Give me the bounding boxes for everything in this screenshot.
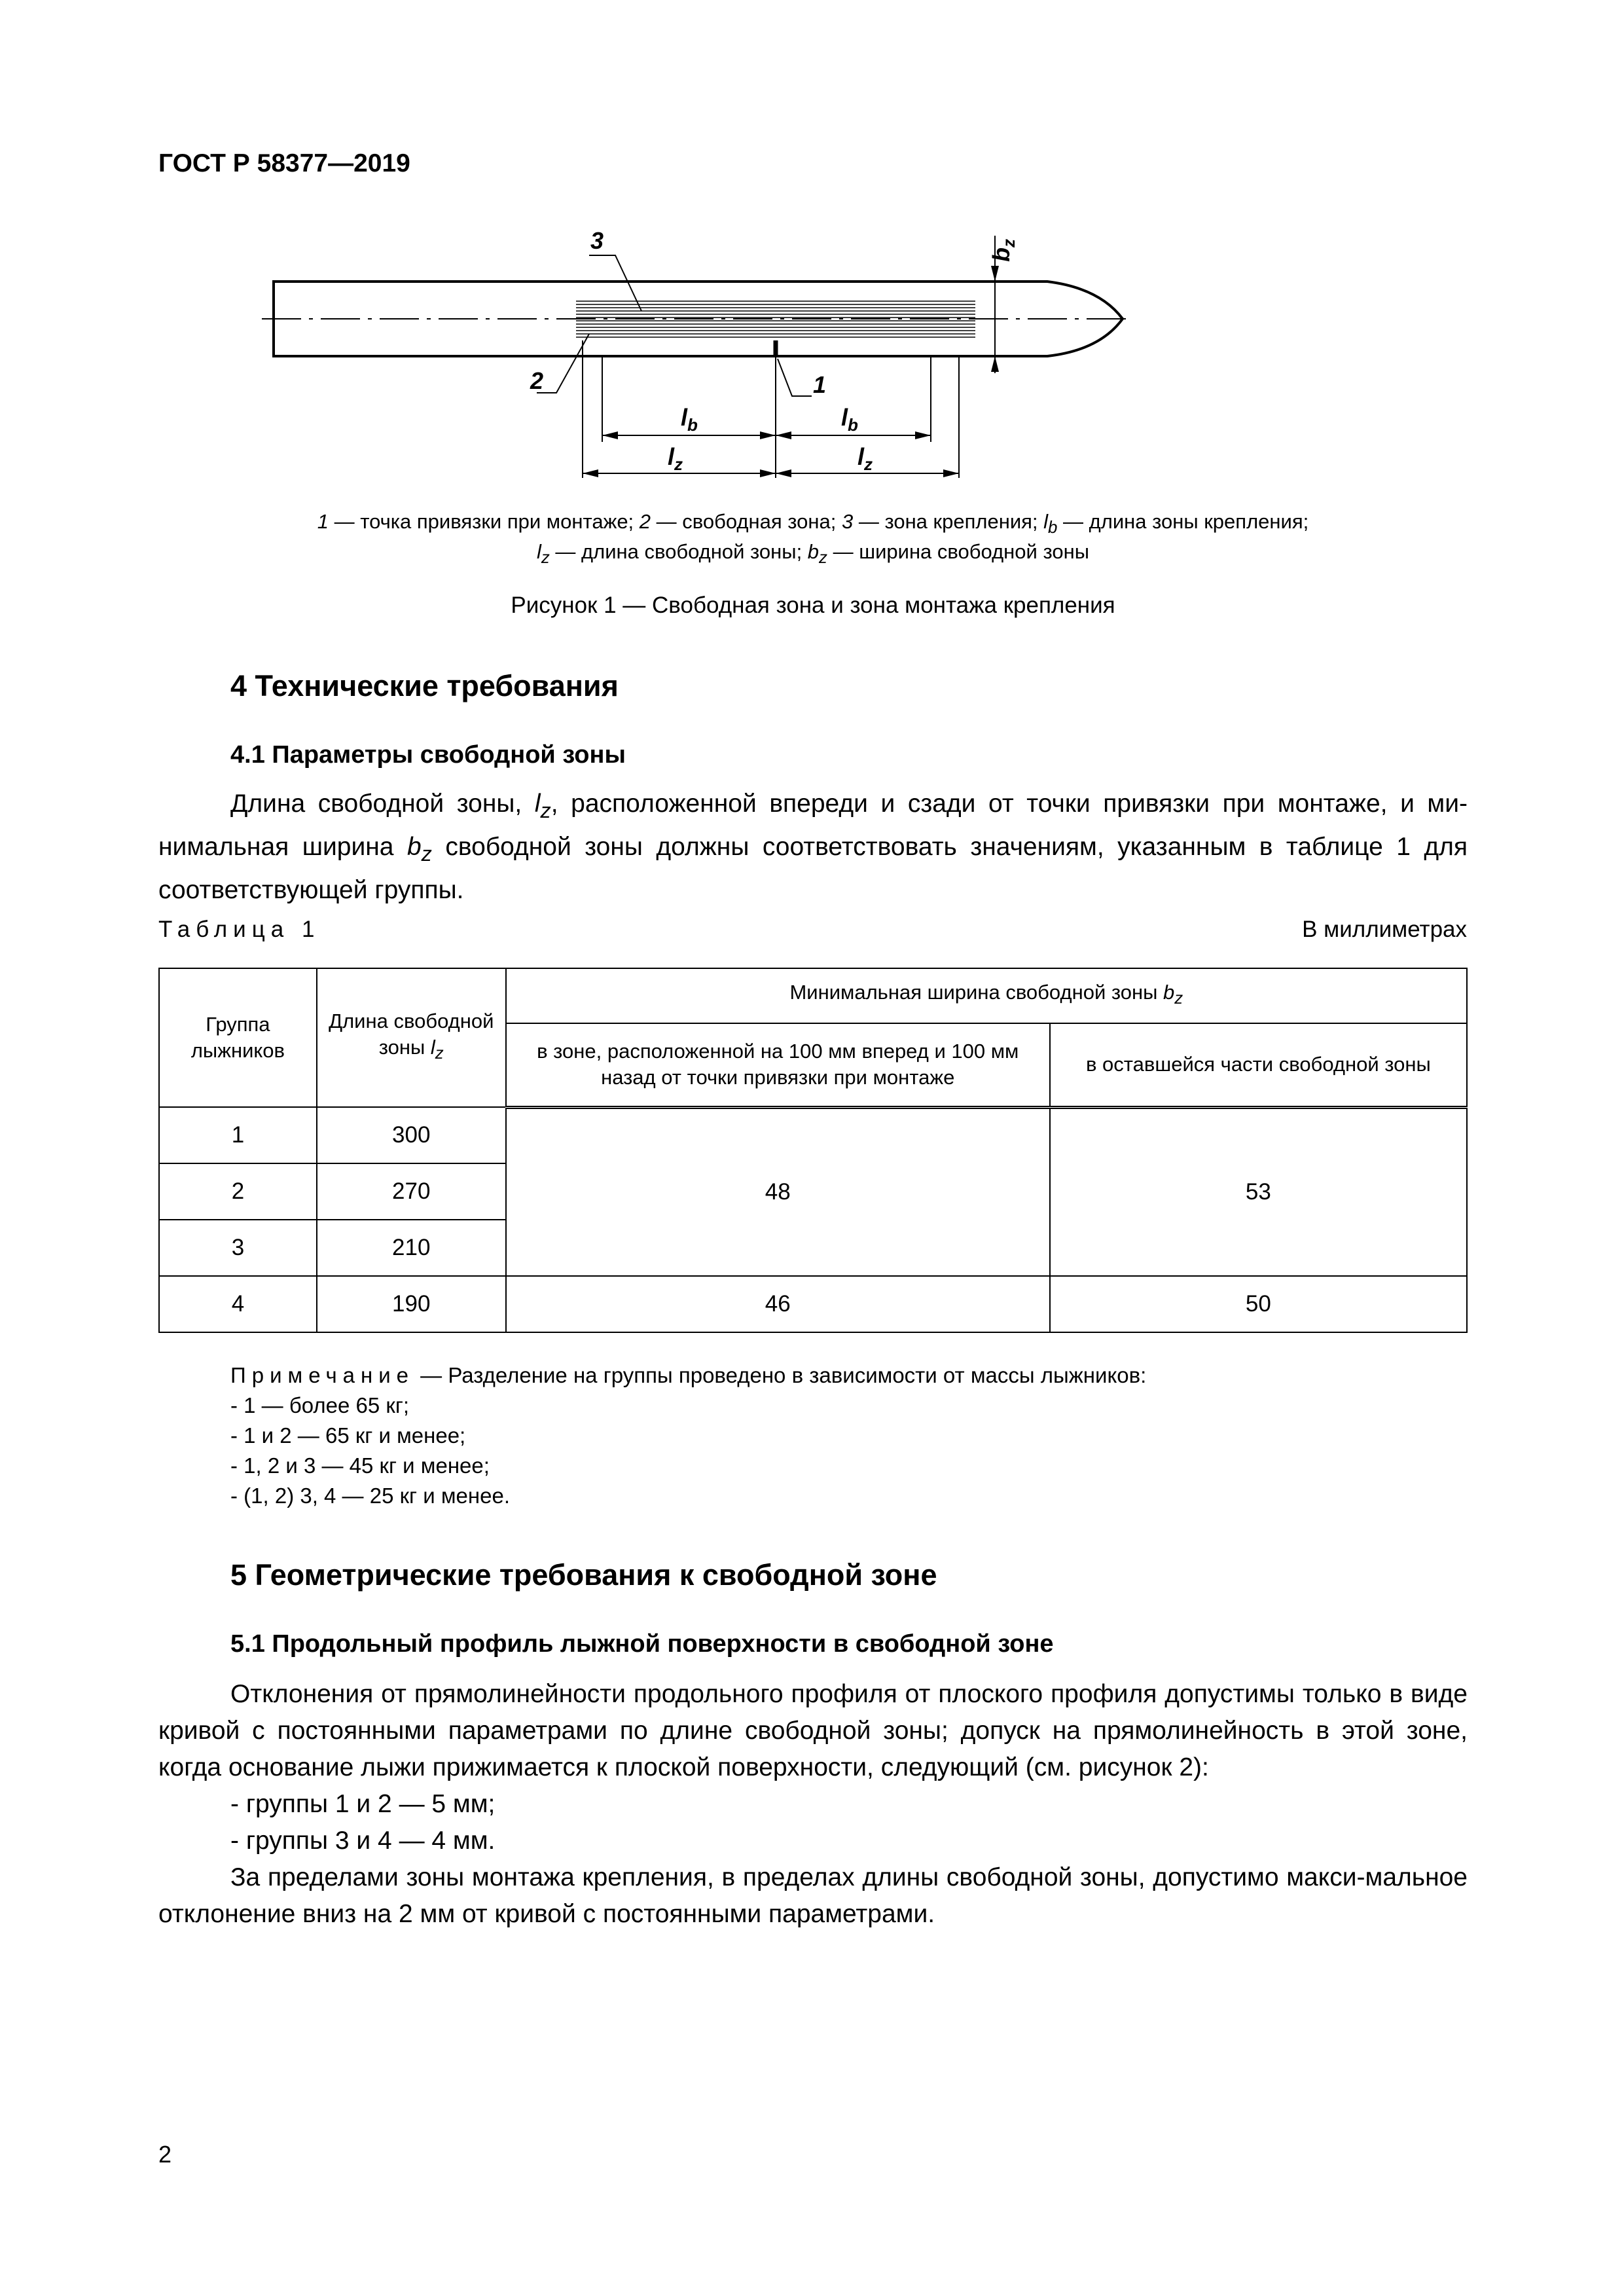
table-cell: 46 [506, 1276, 1050, 1332]
table-label: Таблица 1 [158, 917, 321, 942]
section-5-1-heading: 5.1 Продольный профиль лыжной поверхности в свободной зоне [230, 1630, 1054, 1658]
note-item: - 1 и 2 — 65 кг и менее; [230, 1423, 466, 1448]
callout-3: 3 [590, 227, 604, 254]
figure-1-ski-drawing [249, 216, 1401, 511]
header-group: Группа лыжников [159, 968, 317, 1107]
table-1 [158, 968, 1468, 1333]
tolerance-item: - группы 3 и 4 — 4 мм. [230, 1827, 496, 1855]
header-rest-zone: в оставшейся части свободной зоны [1050, 1023, 1467, 1107]
table-cell-merged-rest: 53 [1050, 1107, 1467, 1276]
section-5-1-paragraph-2: За пределами зоны монтажа крепления, в пределах длины свободной зоны, допустимо макси-мальное отклонение вниз на 2 мм от кривой с постоянными параметрами. [158, 1863, 1468, 1928]
table-cell: 270 [317, 1163, 506, 1220]
table-cell: 210 [317, 1220, 506, 1276]
figure-caption: Рисунок 1 — Свободная зона и зона монтажа крепления [511, 592, 1115, 618]
table-cell: 4 [159, 1276, 317, 1332]
callout-2: 2 [530, 367, 544, 394]
section-4-1-heading: 4.1 Параметры свободной зоны [230, 741, 626, 769]
section-5-1-paragraph-1: Отклонения от прямолинейности продольного профиля от плоского профиля допустимы только в виде кривой с постоянными параметрами по длине свободной зоны; допуск на прямолинейность в этой зоне, когда основание лыжи прижимается к плоской поверхности, следующий (см. рисунок 2): [158, 1680, 1468, 1781]
section-5-heading: 5 Геометрические требования к свободной зоне [230, 1558, 937, 1592]
document-id: ГОСТ Р 58377—2019 [158, 149, 410, 177]
table-note: Примечание — Разделение на группы проведено в зависимости от массы лыжников: [230, 1363, 1147, 1387]
callout-1-leader [778, 359, 812, 396]
svg-text:lz: $l_z$ [857, 443, 873, 474]
table-cell: 1 [159, 1107, 317, 1163]
svg-text:lb: $l_b$ [681, 404, 698, 435]
header-length: Длина свободной зоны $l_z$ [317, 968, 506, 1107]
header-near-zone: в зоне, расположенной на 100 мм вперед и 100 мм назад от точки привязки при монтаже [506, 1023, 1050, 1107]
figure-legend-line-2: $l_z$ — длина свободной зоны; $b_z$ — ширина свободной зоны [537, 540, 1089, 568]
figure-legend-line-1: 1 — точка привязки при монтаже; 2 — свободная зона; 3 — зона крепления; $l_b$ — длина зоны крепления; [317, 510, 1309, 538]
table-cell: 190 [317, 1276, 506, 1332]
table-cell: 50 [1050, 1276, 1467, 1332]
note-item: - (1, 2) 3, 4 — 25 кг и менее. [230, 1484, 510, 1508]
section-4-heading: 4 Технические требования [230, 669, 619, 702]
table-cell: 3 [159, 1220, 317, 1276]
header-min-width: Минимальная ширина свободной зоны $b_z$ [506, 968, 1467, 1023]
svg-text:lb: $l_b$ [841, 404, 858, 435]
page-number: 2 [158, 2141, 172, 2168]
tolerance-item: - группы 1 и 2 — 5 мм; [230, 1790, 496, 1818]
table-cell: 300 [317, 1107, 506, 1163]
svg-text:lz: $l_z$ [668, 443, 683, 474]
section-4-1-paragraph: Длина свободной зоны, $l_z$, расположенной впереди и сзади от точки привязки при монтаже, и ми-нимальная ширина $b_z$ свободной зоны должны соответствовать значениям, указанным в таблице 1 для соответствующей группы. [158, 790, 1468, 904]
callout-1: 1 [813, 371, 827, 398]
table-cell: 2 [159, 1163, 317, 1220]
svg-text:bz: $b_z$ [988, 239, 1019, 262]
table-unit: В миллиметрах [1302, 917, 1467, 942]
table-cell-merged-near: 48 [506, 1107, 1050, 1276]
note-item: - 1 — более 65 кг; [230, 1393, 410, 1417]
note-item: - 1, 2 и 3 — 45 кг и менее; [230, 1453, 490, 1478]
